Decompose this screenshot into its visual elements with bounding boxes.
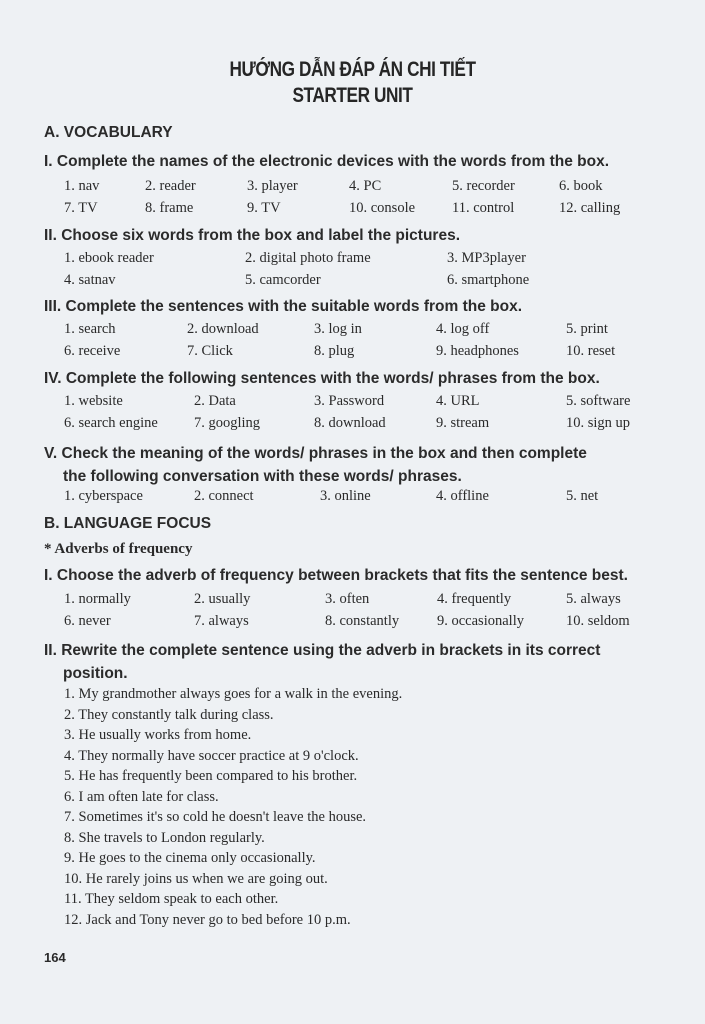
answer-item: 12. calling	[559, 200, 621, 216]
answer-item: 11. control	[452, 200, 515, 216]
answer-row	[64, 272, 529, 289]
answer-sentence: 6. I am often late for class.	[64, 788, 219, 805]
answer-item: 3. MP3player	[447, 250, 526, 266]
answer-item: 1. cyberspace	[64, 488, 143, 504]
answer-row	[64, 200, 620, 217]
sentence-list	[64, 684, 402, 930]
answer-item: 5. net	[566, 488, 599, 504]
answer-item: 2. reader	[145, 178, 196, 194]
answer-item: 2. usually	[194, 591, 251, 607]
heading-continuation: the following conversation with these words/ phrases.	[63, 468, 462, 485]
answer-item: 5. software	[566, 393, 631, 409]
answer-sentence: 10. He rarely joins us when we are going out.	[64, 870, 328, 887]
answer-item: 3. log in	[314, 321, 362, 337]
answer-item: 6. receive	[64, 343, 121, 359]
exercise-heading	[44, 442, 684, 488]
answer-item: 3. often	[325, 591, 370, 607]
adverb-exercise-2-heading	[44, 639, 684, 685]
answer-item: 5. camcorder	[245, 272, 321, 288]
page-title: HƯỚNG DẪN ĐÁP ÁN CHI TIẾT	[229, 58, 476, 81]
answer-item: 8. constantly	[325, 613, 400, 629]
answer-item: 6. never	[64, 613, 111, 629]
section-a-heading: A. VOCABULARY	[44, 124, 173, 141]
answer-item: 7. always	[194, 613, 249, 629]
answer-item: 8. frame	[145, 200, 194, 216]
answer-item: 2. connect	[194, 488, 254, 504]
answer-item: 5. print	[566, 321, 608, 337]
heading-line: V. Check the meaning of the words/ phrases in the box and then complete	[44, 445, 587, 462]
answer-item: 2. Data	[194, 393, 236, 409]
answer-item: 4. frequently	[437, 591, 512, 607]
adverbs-subheading: * Adverbs of frequency	[44, 541, 193, 557]
answer-item: 1. website	[64, 393, 123, 409]
answer-row	[64, 343, 615, 360]
answer-item: 7. TV	[64, 200, 98, 216]
answer-item: 10. console	[349, 200, 416, 216]
answer-row	[64, 415, 630, 432]
answer-sentence: 7. Sometimes it's so cold he doesn't leave the house.	[64, 809, 367, 825]
answer-item: 7. googling	[194, 415, 261, 431]
answer-item: 4. log off	[436, 321, 490, 337]
answer-sentence: 8. She travels to London regularly.	[64, 829, 265, 846]
answer-row	[64, 488, 598, 505]
answer-item: 1. search	[64, 321, 116, 337]
answer-row	[64, 250, 526, 267]
answer-item: 6. smartphone	[447, 272, 530, 288]
heading-line: II. Rewrite the complete sentence using the adverb in brackets in its correct	[44, 642, 601, 659]
heading-continuation: position.	[63, 665, 128, 682]
answer-item: 9. headphones	[436, 343, 519, 359]
answer-item: 9. occasionally	[437, 613, 524, 629]
answer-item: 10. sign up	[566, 415, 631, 431]
answer-sentence: 11. They seldom speak to each other.	[64, 891, 279, 907]
answer-item: 2. download	[187, 321, 259, 337]
answer-sentence: 5. He has frequently been compared to his brother.	[64, 768, 358, 784]
exercise-heading: IV. Complete the following sentences with the words/ phrases from the box.	[44, 370, 600, 387]
answer-item: 5. always	[566, 591, 621, 607]
answer-item: 1. ebook reader	[64, 250, 154, 266]
answer-item: 9. TV	[247, 200, 281, 216]
answer-item: 9. stream	[436, 415, 490, 431]
answer-item: 4. offline	[436, 488, 489, 504]
adverb-exercise-1-heading: I. Choose the adverb of frequency between brackets that fits the sentence best.	[44, 567, 628, 584]
answer-item: 7. Click	[187, 343, 233, 359]
answer-row	[64, 393, 630, 410]
answer-item: 3. player	[247, 178, 298, 194]
answer-item: 8. download	[314, 415, 386, 431]
answer-item: 4. PC	[349, 178, 382, 194]
answer-item: 4. URL	[436, 393, 480, 409]
answer-item: 8. plug	[314, 343, 355, 359]
answer-sentence: 4. They normally have soccer practice at 9 o'clock.	[64, 747, 359, 764]
answer-sentence: 3. He usually works from home.	[64, 727, 252, 743]
answer-item: 10. seldom	[566, 613, 630, 629]
answer-item: 1. nav	[64, 178, 100, 194]
answer-sentence: 2. They constantly talk during class.	[64, 706, 274, 723]
answer-item: 10. reset	[566, 343, 616, 359]
unit-title: STARTER UNIT	[292, 84, 413, 107]
exercise-heading: III. Complete the sentences with the suitable words from the box.	[44, 298, 522, 315]
exercise-heading: II. Choose six words from the box and label the pictures.	[44, 227, 460, 244]
answer-row	[64, 613, 630, 630]
section-b-heading: B. LANGUAGE FOCUS	[44, 515, 212, 532]
answer-row	[64, 591, 621, 608]
answer-item: 3. online	[320, 488, 371, 504]
page-number: 164	[44, 950, 66, 965]
answer-item: 6. search engine	[64, 415, 158, 431]
exercise-heading: I. Complete the names of the electronic devices with the words from the box.	[44, 153, 610, 170]
answer-item: 2. digital photo frame	[245, 250, 371, 266]
answer-item: 5. recorder	[452, 178, 515, 194]
answer-item: 6. book	[559, 178, 603, 194]
answer-item: 4. satnav	[64, 272, 116, 288]
answer-sentence: 12. Jack and Tony never go to bed before 10 p.m.	[64, 911, 351, 928]
answer-sentence: 9. He goes to the cinema only occasionally.	[64, 850, 316, 866]
answer-sentence: 1. My grandmother always goes for a walk in the evening.	[64, 686, 403, 702]
answer-item: 3. Password	[314, 393, 385, 409]
answer-row	[64, 178, 603, 195]
answer-row	[64, 321, 608, 338]
answer-item: 1. normally	[64, 591, 131, 607]
